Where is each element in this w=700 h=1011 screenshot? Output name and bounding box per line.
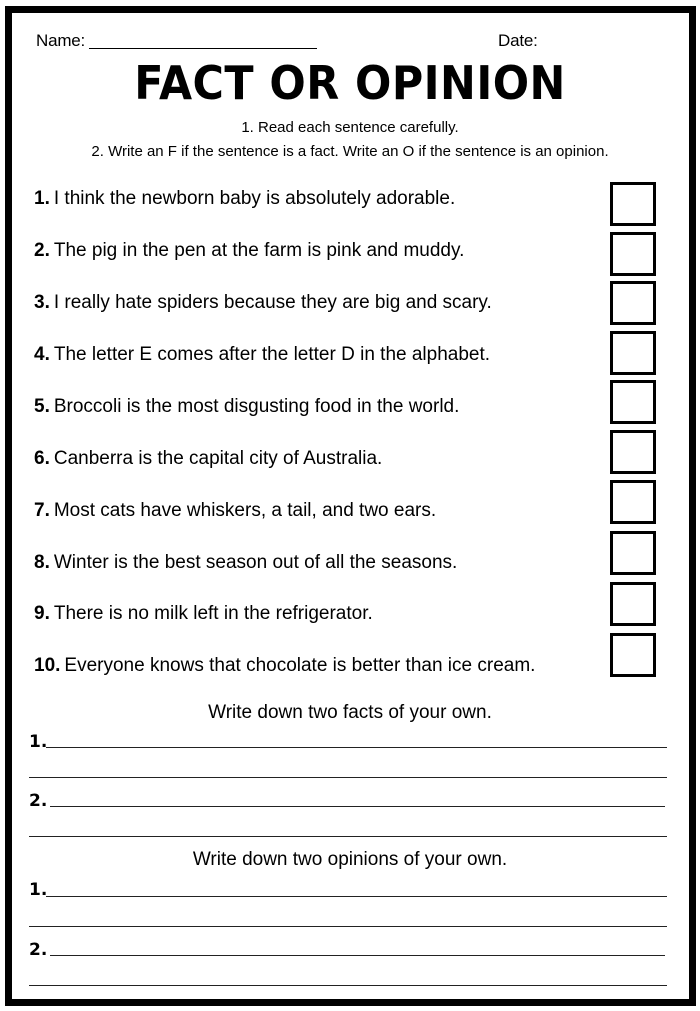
answer-box-10[interactable] (610, 633, 656, 677)
question-number: 7. (34, 500, 50, 521)
answer-box-6[interactable] (610, 430, 656, 474)
facts-prompt: Write down two facts of your own. (208, 702, 492, 723)
opinion-2-line-1[interactable] (50, 955, 665, 956)
question-3 (34, 292, 492, 314)
page-title: FACT OR OPINION (134, 56, 566, 110)
answer-box-2[interactable] (610, 232, 656, 276)
question-9 (34, 603, 373, 625)
opinion-2-number: 2. (29, 940, 48, 960)
question-number: 1. (34, 188, 50, 209)
instruction-1: 1. Read each sentence carefully. (241, 119, 459, 136)
question-number: 4. (34, 344, 50, 365)
question-text: Everyone knows that chocolate is better than ice cream. (64, 655, 536, 676)
fact-2-line-1[interactable] (50, 806, 665, 807)
question-text: The letter E comes after the letter D in the alphabet. (53, 344, 491, 365)
answer-box-8[interactable] (610, 531, 656, 575)
fact-1-line-2[interactable] (29, 777, 667, 778)
question-number: 10. (34, 655, 61, 676)
question-number: 9. (34, 603, 50, 624)
opinion-1-number: 1. (29, 880, 48, 900)
answer-box-7[interactable] (610, 480, 656, 524)
question-number: 2. (34, 240, 50, 261)
fact-2-number: 2. (29, 791, 48, 811)
opinion-2-line-2[interactable] (29, 985, 667, 986)
question-text: Most cats have whiskers, a tail, and two ears. (53, 500, 437, 521)
question-2 (34, 240, 464, 262)
question-text: Canberra is the capital city of Australia. (53, 448, 383, 469)
fact-1-number: 1. (29, 732, 48, 752)
date-label: Date: (498, 31, 538, 50)
answer-box-5[interactable] (610, 380, 656, 424)
question-10 (34, 655, 535, 677)
question-number: 3. (34, 292, 50, 313)
question-5 (34, 396, 459, 418)
question-7 (34, 500, 436, 522)
name-label: Name: (36, 31, 86, 50)
question-number: 8. (34, 552, 50, 573)
question-number: 6. (34, 448, 50, 469)
question-text: There is no milk left in the refrigerator. (53, 603, 373, 624)
question-text: The pig in the pen at the farm is pink and muddy. (53, 240, 465, 261)
fact-1-line-1[interactable] (46, 747, 667, 748)
question-text: I think the newborn baby is absolutely adorable. (53, 188, 456, 209)
answer-box-3[interactable] (610, 281, 656, 325)
opinion-1-line-2[interactable] (29, 926, 667, 927)
opinion-1-line-1[interactable] (46, 896, 667, 897)
fact-2-line-2[interactable] (29, 836, 667, 837)
question-number: 5. (34, 396, 50, 417)
answer-box-9[interactable] (610, 582, 656, 626)
name-field[interactable] (89, 48, 317, 49)
question-6 (34, 448, 382, 470)
answer-box-4[interactable] (610, 331, 656, 375)
question-text: Winter is the best season out of all the seasons. (53, 552, 458, 573)
question-text: Broccoli is the most disgusting food in the world. (53, 396, 460, 417)
question-8 (34, 552, 457, 574)
question-1 (34, 188, 455, 210)
question-4 (34, 344, 490, 366)
question-text: I really hate spiders because they are big and scary. (53, 292, 492, 313)
instruction-2: 2. Write an F if the sentence is a fact. Write an O if the sentence is an opinion. (91, 143, 609, 160)
opinions-prompt: Write down two opinions of your own. (192, 849, 508, 870)
answer-box-1[interactable] (610, 182, 656, 226)
